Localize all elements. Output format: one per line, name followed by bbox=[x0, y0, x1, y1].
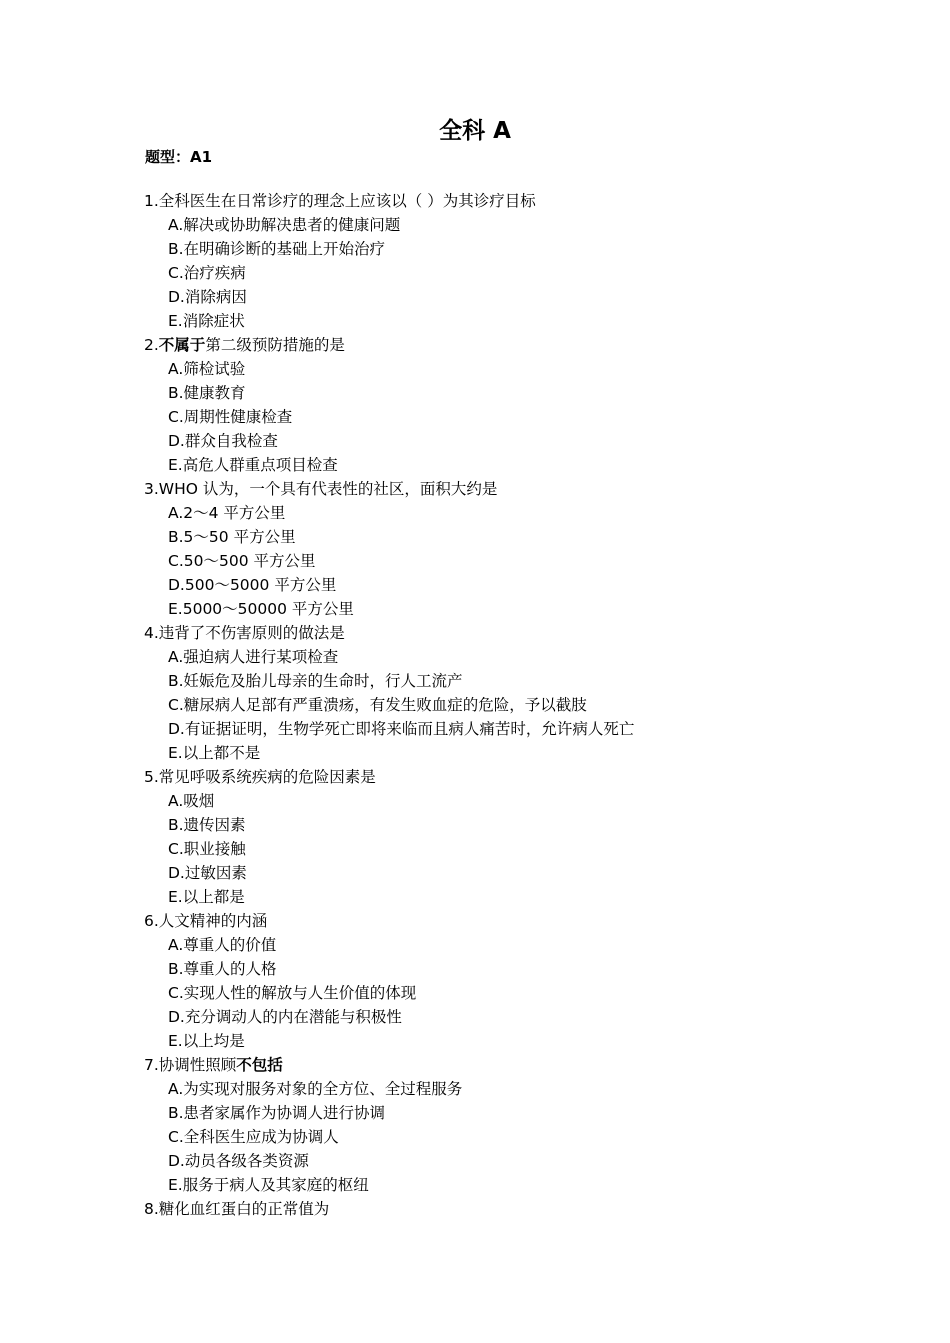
answer-option: D.有证据证明，生物学死亡即将来临而且病人痛苦时，允许病人死亡 bbox=[168, 720, 635, 738]
document-title: 全科 A bbox=[439, 118, 511, 144]
stem-emphasis: 不包括 bbox=[236, 1056, 283, 1074]
answer-option: E.以上都是 bbox=[168, 888, 245, 906]
answer-option: B.在明确诊断的基础上开始治疗 bbox=[168, 240, 386, 258]
stem-text: 1.全科医生在日常诊疗的理念上应该以（ ）为其诊疗目标 bbox=[144, 192, 536, 210]
question-stem bbox=[0, 765, 950, 789]
answer-option: C.糖尿病人足部有严重溃疡，有发生败血症的危险，予以截肢 bbox=[168, 696, 587, 714]
question-stem bbox=[0, 909, 950, 933]
answer-option: D.动员各级各类资源 bbox=[168, 1152, 309, 1170]
question-stem bbox=[0, 1053, 950, 1077]
answer-option: D.充分调动人的内在潜能与积极性 bbox=[168, 1008, 402, 1026]
answer-option: A.为实现对服务对象的全方位、全过程服务 bbox=[168, 1080, 463, 1098]
answer-option: E.以上都不是 bbox=[168, 744, 261, 762]
answer-option: C.全科医生应成为协调人 bbox=[168, 1128, 339, 1146]
answer-option: B.妊娠危及胎儿母亲的生命时，行人工流产 bbox=[168, 672, 463, 690]
stem-text: 6.人文精神的内涵 bbox=[144, 912, 268, 930]
answer-option: C.职业接触 bbox=[168, 840, 246, 858]
question-stem bbox=[0, 333, 950, 357]
question-7 bbox=[0, 1053, 950, 1197]
stem-text: 4.违背了不伤害原则的做法是 bbox=[144, 624, 345, 642]
question-2 bbox=[0, 333, 950, 477]
answer-option: E.服务于病人及其家庭的枢纽 bbox=[168, 1176, 369, 1194]
answer-option: D.过敏因素 bbox=[168, 864, 247, 882]
stem-text: 7.协调性照顾 bbox=[144, 1056, 237, 1074]
question-3 bbox=[0, 477, 950, 621]
answer-option: D.消除病因 bbox=[168, 288, 247, 306]
answer-option: A.尊重人的价值 bbox=[168, 936, 277, 954]
answer-option: B.尊重人的人格 bbox=[168, 960, 277, 978]
answer-option: B.健康教育 bbox=[168, 384, 246, 402]
answer-option: A.筛检试验 bbox=[168, 360, 246, 378]
answer-option: A.2～4 平方公里 bbox=[168, 504, 286, 522]
answer-option: A.吸烟 bbox=[168, 792, 215, 810]
stem-text: 2. bbox=[144, 336, 159, 354]
question-stem bbox=[0, 1197, 950, 1221]
answer-option: B.患者家属作为协调人进行协调 bbox=[168, 1104, 386, 1122]
question-list bbox=[0, 189, 950, 1221]
answer-option: D.群众自我检查 bbox=[168, 432, 278, 450]
answer-option: A.解决或协助解决患者的健康问题 bbox=[168, 216, 401, 234]
question-8 bbox=[0, 1197, 950, 1221]
answer-option: E.5000～50000 平方公里 bbox=[168, 600, 354, 618]
question-type-label: 题型：A1 bbox=[145, 148, 213, 166]
stem-text: 3.WHO 认为，一个具有代表性的社区，面积大约是 bbox=[144, 480, 498, 498]
answer-option: C.治疗疾病 bbox=[168, 264, 246, 282]
stem-text: 第二级预防措施的是 bbox=[205, 336, 345, 354]
question-6 bbox=[0, 909, 950, 1053]
answer-option: B.遗传因素 bbox=[168, 816, 246, 834]
stem-emphasis: 不属于 bbox=[158, 336, 206, 354]
answer-option: B.5～50 平方公里 bbox=[168, 528, 296, 546]
answer-option: C.周期性健康检查 bbox=[168, 408, 293, 426]
question-4 bbox=[0, 621, 950, 765]
question-stem bbox=[0, 477, 950, 501]
question-5 bbox=[0, 765, 950, 909]
answer-option: D.500～5000 平方公里 bbox=[168, 576, 337, 594]
question-stem bbox=[0, 189, 950, 213]
answer-option: E.以上均是 bbox=[168, 1032, 245, 1050]
answer-option: C.50～500 平方公里 bbox=[168, 552, 316, 570]
question-1 bbox=[0, 189, 950, 333]
answer-option: A.强迫病人进行某项检查 bbox=[168, 648, 339, 666]
answer-option: E.高危人群重点项目检查 bbox=[168, 456, 338, 474]
answer-option: E.消除症状 bbox=[168, 312, 245, 330]
stem-text: 5.常见呼吸系统疾病的危险因素是 bbox=[144, 768, 376, 786]
answer-option: C.实现人性的解放与人生价值的体现 bbox=[168, 984, 417, 1002]
stem-text: 8.糖化血红蛋白的正常值为 bbox=[144, 1200, 330, 1218]
question-stem bbox=[0, 621, 950, 645]
